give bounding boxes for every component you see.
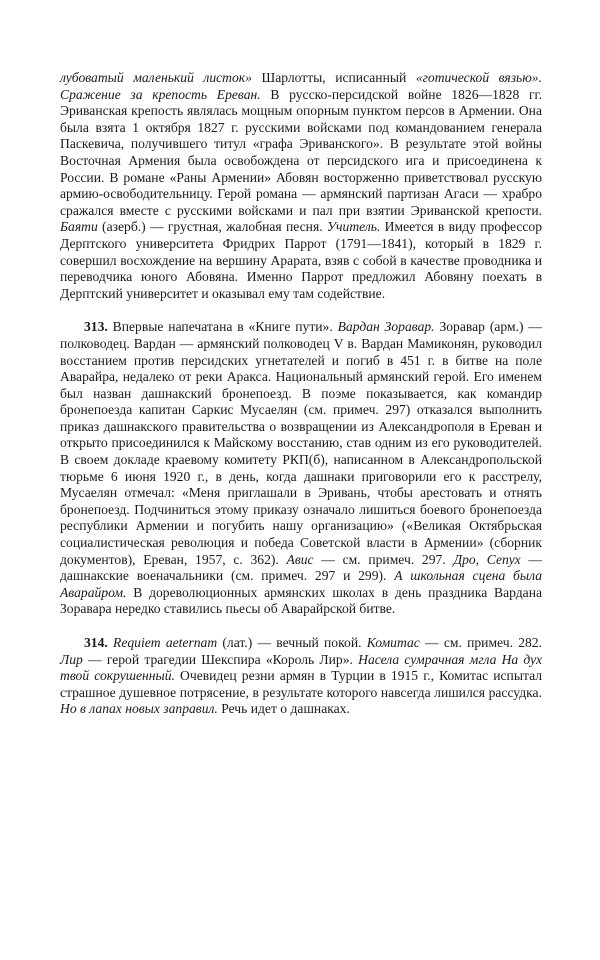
italic-quote: А школьная сцена была Аварайром. xyxy=(60,568,542,600)
italic-quote: «готической вязью». xyxy=(415,70,542,85)
italic-term: Баяти xyxy=(60,219,98,235)
note-number: 313. xyxy=(84,319,108,335)
text-run: Шарлотты, исписанный xyxy=(251,70,416,85)
italic-term: Авис xyxy=(286,551,314,567)
italic-term: Комитас xyxy=(366,635,420,650)
text-run: (азерб.) — грустная, жалобная песня. xyxy=(97,219,327,235)
text-run: Речь идет о дашнаках. xyxy=(217,701,350,717)
text-run: В дореволюционных армянских школах в день праздника Вардана Зоравара нередко ставились пьесы об Аварайрской битве. xyxy=(60,584,542,617)
italic-term: Requiem aeternam xyxy=(113,635,218,650)
text-run: — дашнакские военачальники (см. примеч. 297 и 299). xyxy=(60,551,542,584)
text-run: — герой трагедии Шекспира «Король Лир». xyxy=(82,651,359,667)
note-number: 314. xyxy=(84,635,108,650)
italic-term: Вардан Зоравар. xyxy=(337,319,435,335)
italic-term: Учитель. xyxy=(326,219,381,235)
italic-quote: лубоватый маленький листок» xyxy=(60,70,252,85)
paragraph-gap xyxy=(60,618,542,635)
italic-quote: Насела сумрачная мгла На дух твой сокрушенный. xyxy=(60,651,542,684)
italic-term: Лир xyxy=(60,651,83,667)
page-body xyxy=(60,70,542,718)
text-run: Очевидец резни армян в Турции в 1915 г., Комитас испытал страшное душевное потрясение, в результате которого навсегда лишился рассудка. xyxy=(60,668,543,700)
note-314 xyxy=(60,635,542,718)
italic-term: Дро, Сепух xyxy=(453,551,521,567)
text-run: Впервые напечатана в «Книге пути». xyxy=(107,319,338,335)
italic-term: Сражение за крепость Ереван. xyxy=(60,86,261,102)
paragraph-gap xyxy=(60,302,542,319)
text-run: (лат.) — вечный покой. xyxy=(217,635,367,650)
text-run: Имеется в виду профессор Дерптского университета Фридрих Паррот (1791—1841), который в 1829 г. совершил восхождение на вершину Арарата, взяв с собой в качестве проводника и переводчика юного Абовяна. Именно Паррот предложил Абовяну поехать в Дерптский университет и оказывал ему там содействие. xyxy=(60,219,542,301)
text-run: — см. примеч. 282. xyxy=(419,635,542,650)
italic-quote: Но в лапах новых заправил. xyxy=(60,701,218,717)
text-run: Зоравар (арм.) — полководец. Вардан — армянский полководец V в. Вардан Мамиконян, руководил восстанием против персидских угнетателей и погиб в 451 г. в битве на поле Аварайра, недалеко от реки Аракса. Национальный армянский герой. Его именем был назван дашнакский бронепоезд. В поэме показывается, как командир бронепоезда капитан Саркис Мусаелян (см. примеч. 297) отказался выполнить приказ дашнакского правительства о возвращении из Александрополя в Ереван и открыто присоединился к Майскому восстанию, став одним из его руководителей. В своем докладе краевому комитету РКП(б), написанном в Александропольской тюрьме 6 июня 1920 г., в день, когда дашнаки приговорили его к расстрелу, Мусаелян отмечал: «Меня приглашали в Эривань, чтобы арестовать и отнять бронепоезд. Подчиниться этому приказу означало лишиться боевого бронепоезда республики Армении и погубить нашу организацию» («Великая Октябрьская социалистическая революция и победа Советской власти в Армении» (сборник документов), Ереван, 1957, с. 362). xyxy=(60,319,542,567)
paragraph-continuation xyxy=(60,70,542,302)
text-run: — см. примеч. 297. xyxy=(313,551,454,567)
text-run: В русско-персидской войне 1826—1828 гг. Эриванская крепость являлась мощным опорным пунктом персов в Армении. Она была взята 1 октября 1827 г. русскими войсками под командованием генерала Паскевича, получившего титул «графа Эриванского». В результате этой войны Восточная Армения была освобождена от персидского ига и присоединена к России. В романе «Раны Армении» Абовян восторженно приветствовал русскую армию-освободительницу. Герой романа — армянский партизан Агаси — храбро сражался вместе с русскими войсками и пал при взятии Эриванской крепости. xyxy=(60,86,542,218)
note-313 xyxy=(60,319,542,618)
